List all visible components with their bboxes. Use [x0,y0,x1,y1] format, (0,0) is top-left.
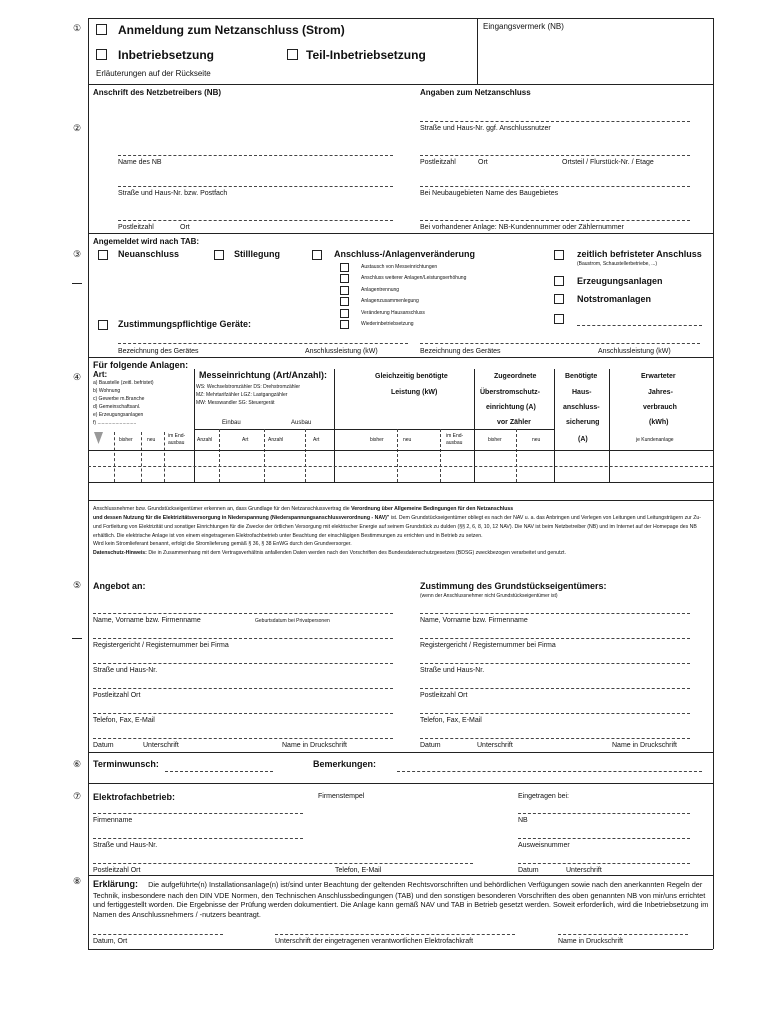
sub-col [305,429,306,482]
col-anzahl-2: Anzahl [268,437,284,443]
sub-col [141,432,142,482]
section-number-4: ④ [73,372,82,382]
section-number-7: ⑦ [73,791,82,801]
name-input[interactable] [93,613,393,614]
telefon-betrieb-label: Telefon, E-Mail [335,867,382,874]
plz-nb-label: Postleitzahl [118,224,154,231]
geraet-input-2[interactable] [420,343,700,344]
neubau-input[interactable] [420,186,690,187]
form-title: Anmeldung zum Netzanschluss (Strom) [118,23,345,37]
terminwunsch-input[interactable] [165,771,273,772]
datenschutz-text: Die in Zusammenhang mit dem Vertragsverhältnis anfallenden Daten werden nach den Vorschriften des Bundesdatenschutzgesetzes (BDSG) zweckbezogen verarbeitet und genutzt. [146,550,566,557]
divider [88,500,713,501]
name-label: Name, Vorname bzw. Firmenname [93,617,201,624]
art-item: c) Gewerbe m.Branche [93,396,145,402]
anmeldung-checkbox[interactable] [96,24,107,35]
anlagen-heading: Für folgende Anlagen: [93,360,189,370]
neuanschluss-checkbox[interactable] [98,250,108,260]
unterschrift-fachkraft-label: Unterschrift der eingetragenen verantwortlichen Elektrofachkraft [275,938,474,945]
zugeordnet-label: vor Zähler [497,419,531,426]
zeitlich-sub-label: (Baustrom, Schaustellerbetriebe, ...) [577,261,658,267]
erwartet-label: Jahres- [648,389,673,396]
ausbau-label: Ausbau [291,420,312,426]
sub-col [164,432,165,482]
zustimmung-sub: (wenn der Anschlussnehmer nicht Grundstückseigentümer ist) [420,593,558,599]
section-number-8: ⑧ [73,876,82,886]
strasse-label: Straße und Haus-Nr. [93,667,158,674]
zugeordnet-label: Überstromschutz- [480,389,540,396]
strasse-betrieb-label: Straße und Haus-Nr. [93,842,158,849]
sub-option-label: Anlagenzusammenlegung [361,298,419,304]
legal-line1b: Verordnung über Allgemeine Bedingungen für den Netzanschluss [351,506,514,512]
plz-anschluss-input[interactable] [420,155,690,156]
netzbetreiber-heading: Anschrift des Netzbetreibers (NB) [93,88,222,97]
benoetigt-label: Haus- [572,389,592,396]
elektrofachbetrieb-heading: Elektrofachbetrieb: [93,792,176,802]
bemerkungen-label: Bemerkungen: [313,759,377,769]
benoetigt-label: anschluss- [563,404,600,411]
frame-left [88,18,89,949]
strasse-betrieb-input[interactable] [93,838,303,839]
sub-col [219,429,220,482]
geraet-input[interactable] [118,343,408,344]
unterschrift-label: Unterschrift [143,742,179,749]
zustimmung-heading: Zustimmung des Grundstückseigentümers: [420,581,607,591]
strasse-nb-label: Straße und Haus-Nr. bzw. Postfach [118,190,228,197]
sub-col [440,429,441,482]
col-art: Art [242,437,249,443]
sub-checkbox[interactable] [340,286,349,295]
einbau-label: Einbau [222,420,241,426]
col-endausbau: ausbau [168,440,185,446]
ort-anschluss-label: Ort [478,159,488,166]
inbetriebsetzung-checkbox[interactable] [96,49,107,60]
section-number-2: ② [73,123,82,133]
register-label-right: Registergericht / Registernummer bei Firma [420,642,556,649]
ausweisnummer-label: Ausweisnummer [518,842,570,849]
table-line [334,429,474,430]
sub-checkbox[interactable] [340,274,349,283]
datum-betrieb-label: Datum [518,867,539,874]
nb-label: NB [518,817,528,824]
strasse-input-right[interactable] [420,663,690,664]
sub-option-label: Wiederinbetriebsetzung [361,321,414,327]
teil-inbetriebsetzung-checkbox[interactable] [287,49,298,60]
signature-input[interactable] [93,738,393,739]
erzeugung-checkbox[interactable] [554,276,564,286]
divider [88,752,713,753]
art-item: e) Erzeugungsanlagen [93,412,144,418]
art-heading: Art: [93,370,108,379]
plz-input-right[interactable] [420,688,690,689]
section-number-5: ⑤ [73,580,82,590]
name-input-right[interactable] [420,613,690,614]
benoetigt-label: (A) [578,436,588,443]
erlaeuterungen-note: Erläuterungen auf der Rückseite [96,69,211,78]
plz-nb-input[interactable] [118,220,393,221]
erklaerung-block [93,879,711,919]
mess-legend: WS: Wechselstromzähler DS: Drehstromzähler [196,384,301,390]
anlagenveraenderung-label: Anschluss-/Anlagenveränderung [334,249,476,259]
frame-top [88,18,713,19]
plz-betrieb-input[interactable] [93,863,473,864]
flurstueck-label: Ortsteil / Flurstück-Nr. / Etage [562,159,654,166]
gleichzeitig-label: Gleichzeitig benötigte [375,373,448,380]
table-line [88,482,713,483]
margin-mark [72,638,82,639]
frame-right [713,18,714,949]
right-input-line[interactable] [420,121,690,122]
zeitlich-label: zeitlich befristeter Anschluss [577,249,702,259]
section-number-6: ⑥ [73,759,82,769]
name-label-right: Name, Vorname bzw. Firmenname [420,617,528,624]
table-row[interactable] [88,466,713,467]
erwartet-label: Erwarteter [641,373,676,380]
eingangsvermerk-label: Eingangsvermerk (NB) [483,22,564,31]
terminwunsch-label: Terminwunsch: [93,759,159,769]
mess-legend: MZ: Mehrtarifzähler LGZ: Lastgangzähler [196,392,288,398]
zugeordnet-label: einrichtung (A) [486,404,536,411]
je-kundenanlage-label: je Kundenanlage [636,437,674,443]
col-anzahl: Anzahl [197,437,213,443]
erwartet-label: verbrauch [643,404,677,411]
name-nb-label: Name des NB [118,159,162,166]
divider [88,875,713,876]
sub-col [397,429,398,482]
sub-col [264,429,265,482]
erzeugung-label: Erzeugungsanlagen [577,276,663,286]
netzanschluss-heading: Angaben zum Netzanschluss [420,88,531,97]
sub-checkbox[interactable] [340,263,349,272]
firmenname-input[interactable] [93,813,303,814]
legal-rest: NAV u. a. das Anbringen und Verlegen von Leitungen und Leitungsträgern zur Zu- und Fortleitung von Elektrizität und sonstiger Einrichtungen für die Zwecke der örtlichen Versorgung mit elektrischer Energie auf seinem Grundstück zu dulden (§§ 2, 6, 8, 10, 12 NAV). Die NAV ist beim Netzbetreiber (NB) und im Internet auf der Homepage des NB erhältlich. Die elektrische Anlage ist von einem eingetragenen Elektrofachbetrieb unter Beachtung der einschlägigen Bestimmungen zu errichten und in Betrieb zu setzen. [93,514,702,539]
sub-checkbox[interactable] [340,297,349,306]
strasse-input[interactable] [93,663,393,664]
margin-mark [72,283,82,284]
unterschrift-fachkraft-input[interactable] [275,934,515,935]
telefon-label: Telefon, Fax, E-Mail [93,717,155,724]
sub-checkbox[interactable] [340,309,349,318]
notstrom-label: Notstromanlagen [577,294,652,304]
art-item: a) Baustelle (zeitl. befristet) [93,380,154,386]
bezeichnung-label-2: Bezeichnung des Gerätes [420,348,501,355]
zustimmungspflichtig-label: Zustimmungspflichtige Geräte: [118,319,252,329]
inbetriebsetzung-label: Inbetriebsetzung [118,48,215,62]
plz-betrieb-label: Postleitzahl Ort [93,867,141,874]
neubaugebiet-label: Bei Neubaugebieten Name des Baugebietes [420,190,559,197]
teil-inbetriebsetzung-label: Teil-Inbetriebsetzung [306,48,426,62]
legal-line2a: und dessen Nutzung für die Elektrizitätsversorgung in Niederspannung (Niederspannungsanschlussverordnung - NAV)" [93,514,390,521]
col-bisher: bisher [119,437,133,443]
firmenstempel-label: Firmenstempel [318,793,365,800]
sub-option-label: Veränderung Hausanschluss [361,310,425,316]
register-input[interactable] [93,638,393,639]
ausweis-input[interactable] [518,838,690,839]
datum-ort-label: Datum, Ort [93,938,128,945]
nb-input[interactable] [518,813,690,814]
section-number-3: ③ [73,249,82,259]
divider [88,357,713,358]
col-neu-3: neu [532,437,541,443]
anschlussleistung-label-2: Anschlussleistung (kW) [598,348,671,355]
neuanschluss-label: Neuanschluss [118,249,180,259]
telefon-input-right[interactable] [420,713,690,714]
druckschrift-label-right: Name in Druckschrift [612,742,677,749]
register-input-right[interactable] [420,638,690,639]
erklaerung-text: Die aufgeführte(n) Installationsanlage(n) ist/sind unter Beachtung der geltenden Rechtsvorschriften und behördlichen Verfügungen sowie nach den anerkannten Regeln der Technik, insbesondere nach den DIN VDE Normen, den Technischen Anschlussbedingungen (TAB) und den sonstigen besonderen Vorschriften des oben genannten NB von mir/uns errichtet und fertiggestellt worden. Die Ergebnisse der Prüfung werden dokumentiert. Die Anlage kann gemäß NAV und TAB in Betrieb gesetzt werden. Soweit erforderlich, wird die Inbetriebsetzung im Namen des Anschlussnehmers / -nutzers beantragt. [93,880,709,919]
plz-label: Postleitzahl Ort [93,692,141,699]
col-bisher-3: bisher [488,437,502,443]
vorhanden-input[interactable] [420,220,690,221]
section-number-1: ① [73,23,82,33]
kundennummer-label: Bei vorhandener Anlage: NB-Kundennummer oder Zählernummer [420,224,624,231]
stilllegung-checkbox[interactable] [214,250,224,260]
zugeordnet-label: Zugeordnete [494,373,537,380]
druckschrift-label: Name in Druckschrift [282,742,347,749]
erwartet-label: (kWh) [649,419,669,426]
divider [88,783,713,784]
plz-input[interactable] [93,688,393,689]
table-line [474,429,554,430]
sub-option-label: Austausch von Messeinrichtungen [361,264,438,270]
sub-option-label: Anschluss weiterer Anlagen/Leistungserhöhung [361,275,467,281]
datum-label: Datum [93,742,114,749]
sub-option-label: Anlagentrennung [361,287,400,293]
benoetigt-label: sicherung [566,419,600,426]
messeinrichtung-heading: Messeinrichtung (Art/Anzahl): [199,370,328,380]
arrow-down-icon [94,432,103,444]
legal-line1a: Anschlussnehmer bzw. Grundstückseigentümer erkennen an, dass Grundlage für den Netzanschlussvertrag die [93,506,352,512]
erklaerung-label: Erklärung: [93,879,139,889]
eingetragen-label: Eingetragen bei: [518,793,569,800]
col-endausbau-2: im End- [446,433,464,439]
bemerkungen-input[interactable] [397,771,702,772]
col-art-2: Art [313,437,320,443]
telefon-label-right: Telefon, Fax, E-Mail [420,717,482,724]
zustimmungspflichtig-checkbox[interactable] [98,320,108,330]
legal-line2b: ist. Dem Grundstückseigentümer obliegt es nach der [389,514,512,521]
col-neu: neu [147,437,156,443]
mess-legend: MW: Messwandler SG: Steuergerät [196,400,275,406]
signature-input-right[interactable] [420,738,690,739]
art-item: d) Gemeinschaftsanl. [93,404,141,410]
strasse-nb-input[interactable] [118,186,393,187]
datum-betrieb-input[interactable] [518,863,690,864]
datum-ort-input[interactable] [93,934,223,935]
druckschrift-fachkraft-label: Name in Druckschrift [558,938,623,945]
anschlussleistung-label: Anschlussleistung (kW) [305,348,378,355]
datenschutz-label: Datenschutz-Hinweis: [93,550,147,557]
zeitlich-checkbox[interactable] [554,250,564,260]
register-label: Registergericht / Registernummer bei Firma [93,642,229,649]
ort-nb-label: Ort [180,224,190,231]
sub-col [114,432,115,482]
divider [88,233,713,234]
art-item: b) Wohnung [93,388,121,394]
anlagenveraenderung-checkbox[interactable] [312,250,322,260]
gleichzeitig-label-2: Leistung (kW) [391,389,438,396]
unterschrift-betrieb-label: Unterschrift [566,867,602,874]
plz-label-right: Postleitzahl Ort [420,692,468,699]
druckschrift-input[interactable] [558,934,688,935]
benoetigt-label: Benötigte [565,373,598,380]
art-item: f) ............................ [93,420,137,426]
sub-col [516,429,517,482]
header-divider [477,18,478,84]
table-line [88,450,713,451]
col-neu-2: neu [403,437,412,443]
frame-bottom [88,949,713,950]
legal-strom: Wird kein Stromlieferant benannt, erfolgt die Stromlieferung gemäß § 36, § 38 EnWG durch den Grundversorger. [93,541,352,548]
strasse-label-right: Straße und Haus-Nr. [420,667,485,674]
datum-label-right: Datum [420,742,441,749]
bezeichnung-label: Bezeichnung des Gerätes [118,348,199,355]
col-endausbau-2: ausbau [446,440,463,446]
name-nb-input[interactable] [118,155,393,156]
legal-text [93,505,709,558]
divider [88,84,713,85]
strasse-anschluss-label: Straße und Haus-Nr. ggf. Anschlussnutzer [420,125,551,132]
firmenname-label: Firmenname [93,817,133,824]
stilllegung-label: Stilllegung [234,249,280,259]
other-checkbox[interactable] [554,314,564,324]
notstrom-checkbox[interactable] [554,294,564,304]
telefon-input[interactable] [93,713,393,714]
sub-checkbox[interactable] [340,320,349,329]
angebot-heading: Angebot an: [93,581,146,591]
angemeldet-heading: Angemeldet wird nach TAB: [93,237,200,246]
geburtsdatum-label: Geburtsdatum bei Privatpersonen [255,618,330,624]
other-input[interactable] [577,325,702,326]
col-bisher-2: bisher [370,437,384,443]
col-endausbau: im End- [168,433,186,439]
plz-anschluss-label: Postleitzahl [420,159,456,166]
unterschrift-label-right: Unterschrift [477,742,513,749]
